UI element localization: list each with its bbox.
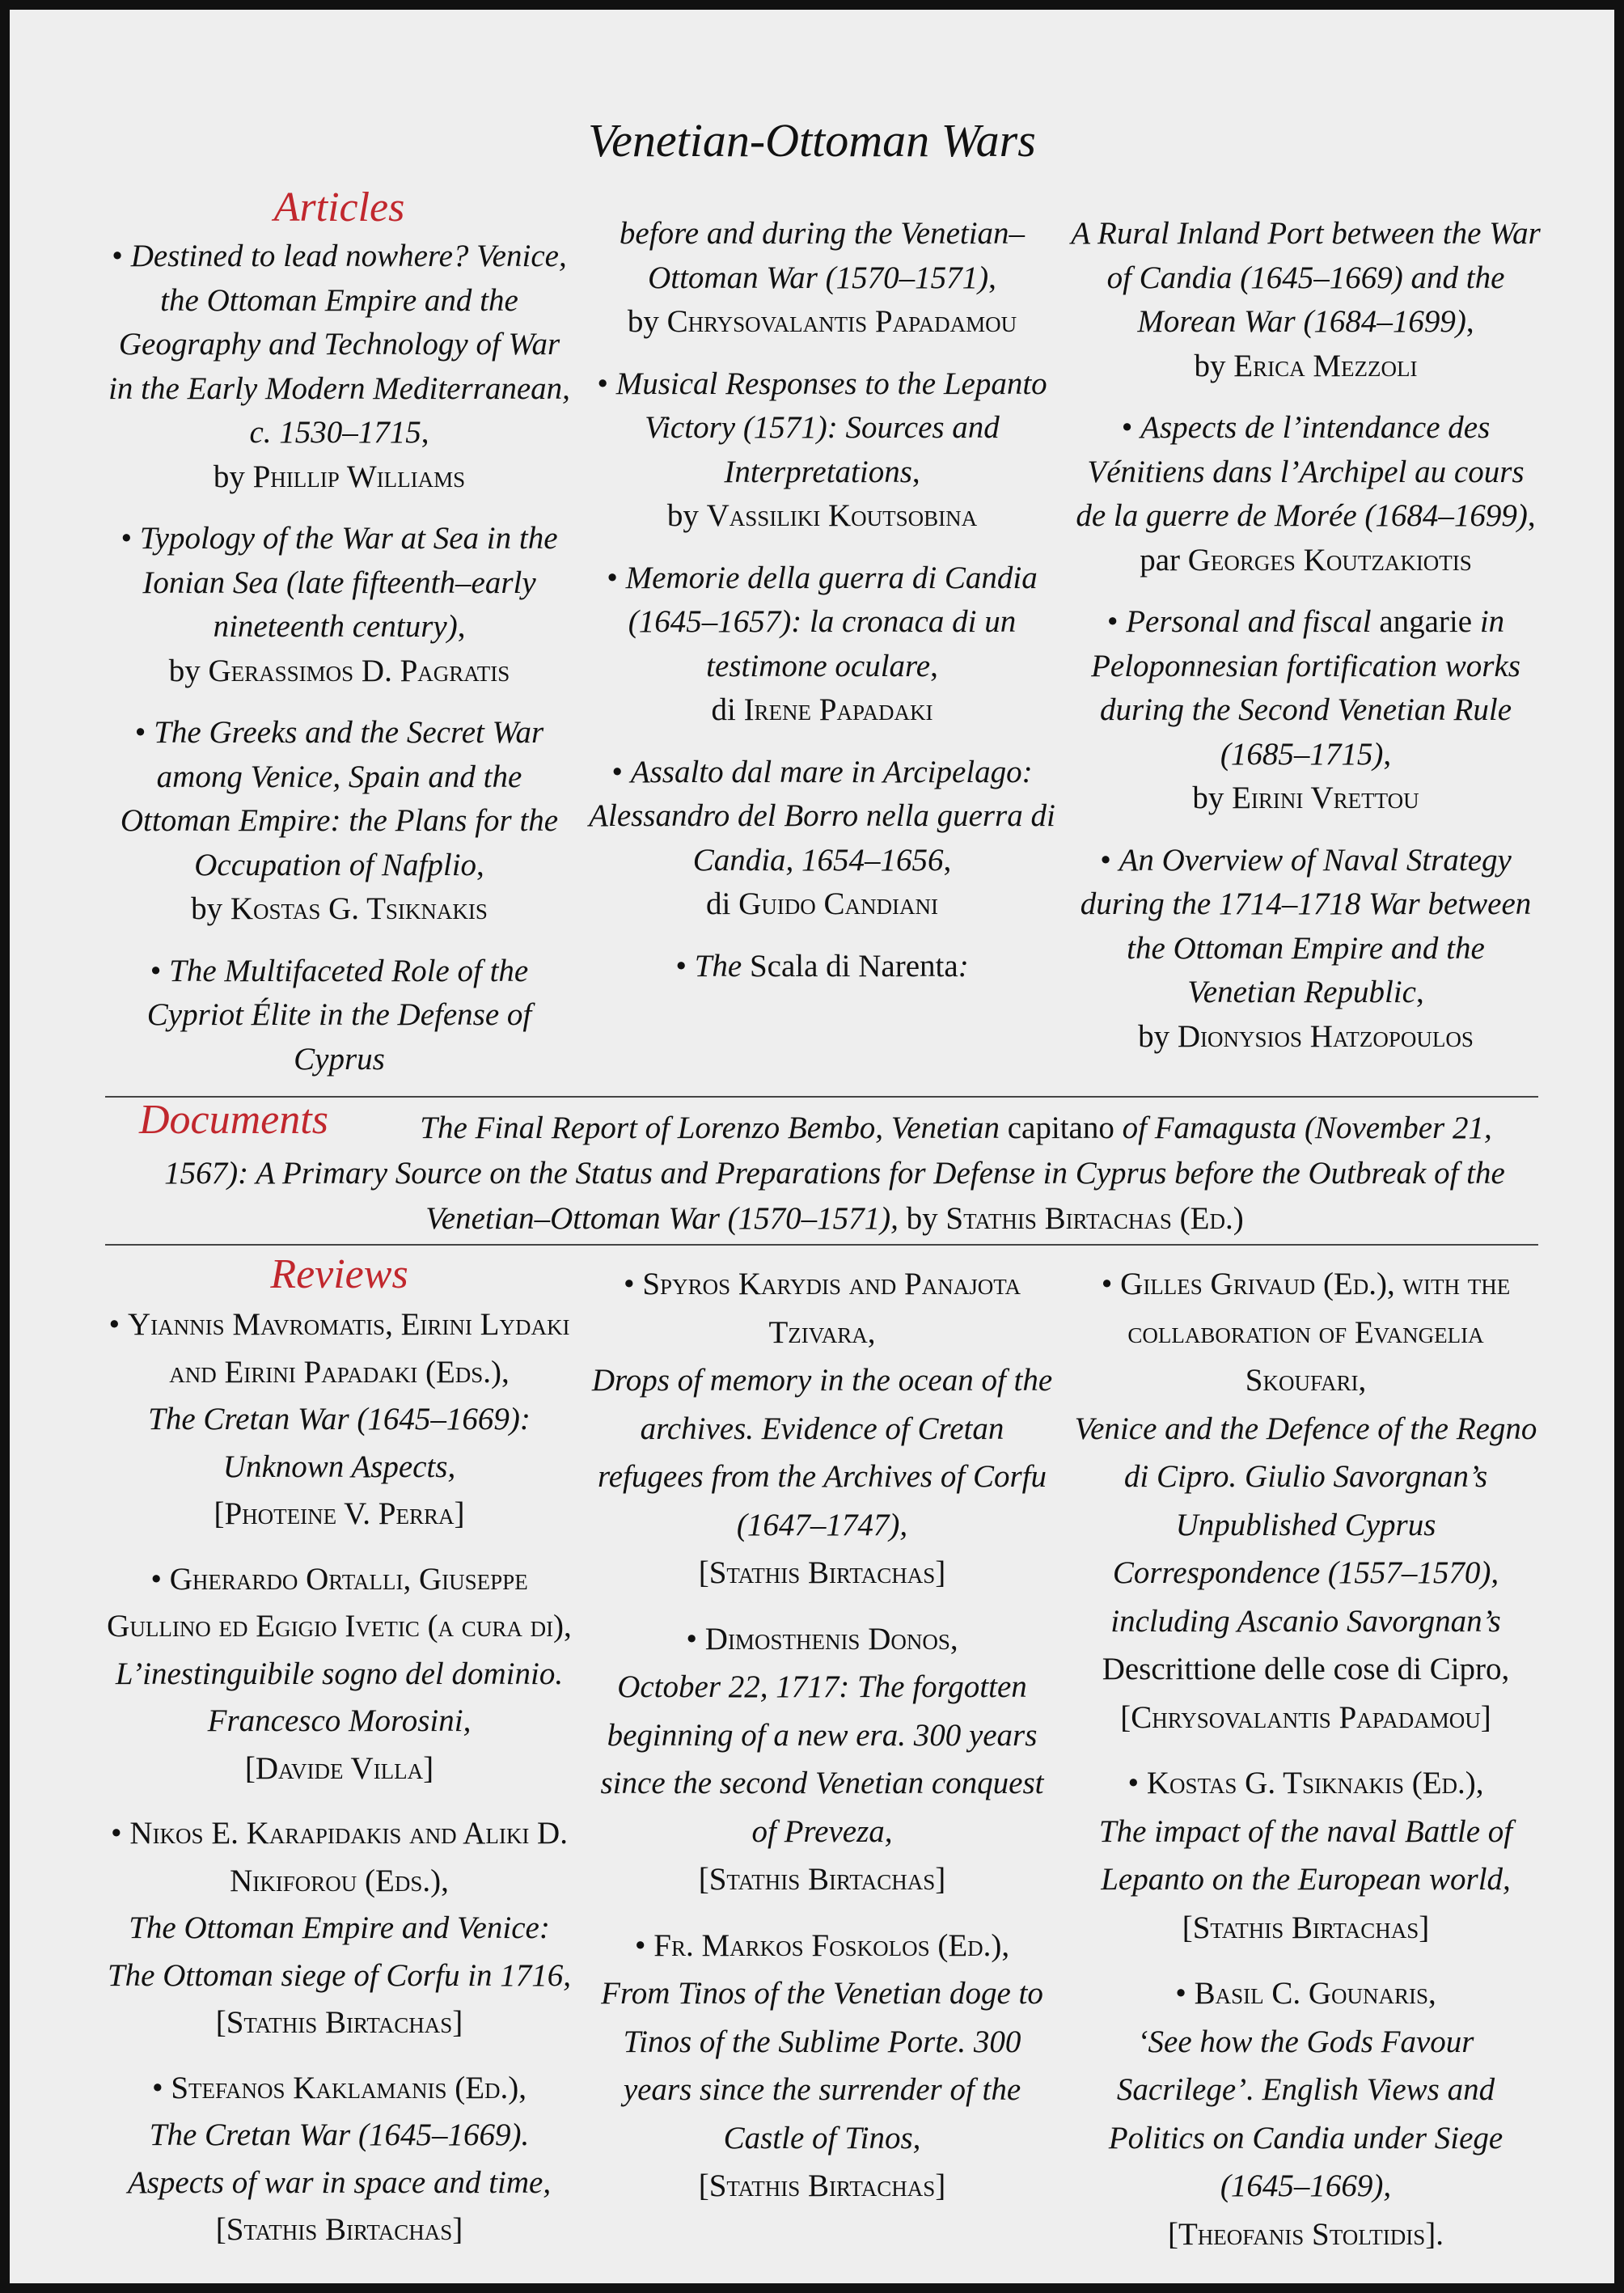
review-title: The Cretan War (1645–1669). Aspects of war in space and time,: [127, 2117, 552, 2200]
review-title: From Tinos of the Venetian doge to Tinos of the Sublime Porte. 300 years since the surrender of the Castle of Tinos,: [601, 1976, 1043, 2156]
review-authors: Stefanos Kaklamanis (Ed.),: [171, 2070, 527, 2105]
reviewer: [Stathis Birtachas]: [698, 1555, 946, 1590]
review-title: Venice and the Defence of the Regno di Cipro. Giulio Savorgnan’s Unpublished Cyprus Correspondence (1557–1570), including Ascanio Savorgnan’s: [1074, 1411, 1537, 1639]
review-title: The Cretan War (1645–1669): Unknown Aspects,: [148, 1402, 531, 1484]
articles-column-3: [1069, 212, 1542, 1077]
review-entry[interactable]: • Yiannis Mavromatis, Eirini Lydaki and Eirini Papadaki (Eds.), The Cretan War (1645–1669): Unknown Aspects, [Photeine V. Perra]: [108, 1307, 570, 1531]
article-entry[interactable]: • Musical Responses to the Lepanto Victory (1571): Sources and Interpretations, by Vassiliki Koutsobina: [597, 366, 1047, 533]
reviews-heading: Reviews: [270, 1251, 408, 1297]
article-author: Erica Mezzoli: [1233, 348, 1418, 383]
document-author: Stathis Birtachas (Ed.): [945, 1201, 1244, 1236]
reviewer: [Stathis Birtachas]: [698, 1862, 946, 1897]
reviews-column-1: [103, 1248, 576, 2272]
article-author: Guido Candiani: [738, 886, 938, 921]
reviewer: [Photeine V. Perra]: [214, 1496, 465, 1531]
section-divider: [105, 1244, 1538, 1246]
review-title: Drops of memory in the ocean of the archives. Evidence of Cretan refugees from the Archives of Corfu (1647–1747),: [591, 1363, 1053, 1542]
article-author: Phillip Williams: [252, 459, 466, 494]
article-entry[interactable]: • The Scala di Narenta:: [675, 948, 969, 984]
review-authors: Nikos E. Karapidakis and Aliki D. Nikiforou (Eds.),: [129, 1816, 568, 1898]
reviewer: [Stathis Birtachas]: [698, 2168, 946, 2203]
review-entry[interactable]: • Gilles Grivaud (Ed.), with the collaboration of Evangelia Skoufari, Venice and the Defence of the Regno di Cipro. Giulio Savorgnan’s Unpublished Cyprus Correspondence (1557–1570), including Ascanio Savorgnan’s Descrittione delle cose di Cipro, [Chrysovalantis Papadamou]: [1074, 1267, 1537, 1735]
article-entry[interactable]: • The Greeks and the Secret War among Venice, Spain and the Ottoman Empire: the Plans for the Occupation of Nafplio, by Kostas G. Tsiknakis: [120, 715, 559, 926]
review-authors: Gilles Grivaud (Ed.), with the collaboration of Evangelia Skoufari,: [1120, 1267, 1511, 1398]
article-author: Vassiliki Koutsobina: [706, 498, 978, 533]
review-entry[interactable]: • Kostas G. Tsiknakis (Ed.), The impact of the naval Battle of Lepanto on the European world, [Stathis Birtachas]: [1098, 1766, 1513, 1945]
article-entry[interactable]: • Personal and fiscal angarie in Peloponnesian fortification works during the Second Venetian Rule (1685–1715), by Eirini Vrettou: [1091, 604, 1520, 815]
article-author: Georges Koutzakiotis: [1187, 542, 1472, 577]
reviews-column-2: [586, 1260, 1059, 2228]
article-title: The Multifaceted Role of the Cypriot Élite in the Defense of Cyprus: [146, 953, 532, 1077]
article-entry[interactable]: • Memorie della guerra di Candia (1645–1657): la cronaca di un testimone oculare, di Irene Papadaki: [607, 560, 1038, 727]
article-title: Musical Responses to the Lepanto Victory (1571): Sources and Interpretations: [615, 366, 1047, 489]
article-author: Eirini Vrettou: [1232, 781, 1419, 815]
review-entry[interactable]: • Spyros Karydis and Panajota Tzivara, Drops of memory in the ocean of the archives. Evidence of Cretan refugees from the Archives of Corfu (1647–1747), [Stathis Birtachas]: [591, 1267, 1053, 1590]
article-entry-continued[interactable]: A Rural Inland Port between the War of Candia (1645–1669) and the Morean War (1684–1699), by Erica Mezzoli: [1071, 216, 1541, 383]
review-entry[interactable]: • Basil C. Gounaris, ‘See how the Gods Favour Sacrilege’. English Views and Politics on Candia under Siege (1645–1669), [Theofanis Stoltidis].: [1108, 1976, 1503, 2252]
article-author: Dionysios Hatzopoulos: [1177, 1018, 1474, 1054]
reviewer: [Stathis Birtachas]: [215, 2212, 463, 2247]
article-entry[interactable]: • Assalto dal mare in Arcipelago: Alessandro del Borro nella guerra di Candia, 1654–1656, di Guido Candiani: [589, 754, 1055, 921]
review-title: ‘See how the Gods Favour Sacrilege’. English Views and Politics on Candia under Siege (1645–1669),: [1108, 2024, 1503, 2203]
review-title: October 22, 1717: The forgotten beginning of a new era. 300 years since the second Venetian conquest of Preveza,: [600, 1669, 1044, 1849]
documents-heading: Documents: [139, 1097, 328, 1143]
reviews-column-3: [1069, 1260, 1542, 2276]
review-entry[interactable]: • Nikos E. Karapidakis and Aliki D. Nikiforou (Eds.), The Ottoman Empire and Venice: The Ottoman siege of Corfu in 1716, [Stathis Birtachas]: [107, 1816, 572, 2040]
article-title: Typology of the War at Sea in the Ionian Sea (late fifteenth–early nineteenth century): [139, 521, 558, 644]
reviewer: [Chrysovalantis Papadamou]: [1120, 1699, 1491, 1735]
article-title-roman: Scala di Narenta: [749, 948, 958, 984]
article-author: Kostas G. Tsiknakis: [230, 891, 488, 926]
article-title: Assalto dal mare in Arcipelago: Alessandro del Borro nella guerra di Candia, 1654–1656: [589, 754, 1055, 878]
reviewer: [Theofanis Stoltidis].: [1167, 2216, 1444, 2252]
articles-column-1: [103, 181, 576, 1099]
reviewer: [Stathis Birtachas]: [1182, 1910, 1430, 1945]
review-authors: Fr. Markos Foskolos (Ed.),: [653, 1927, 1010, 1963]
review-title: L’inestinguibile sogno del dominio. Francesco Morosini,: [115, 1656, 564, 1738]
article-title: Aspects de l’intendance des Vénitiens dans l’Archipel au cours de la guerre de Morée (1684–1699): [1076, 410, 1528, 533]
review-authors: Spyros Karydis and Panajota Tzivara,: [642, 1267, 1021, 1350]
review-authors: Basil C. Gounaris,: [1194, 1976, 1436, 2011]
article-entry[interactable]: • An Overview of Naval Strategy during the 1714–1718 War between the Ottoman Empire and the Venetian Republic, by Dionysios Hatzopoulos: [1080, 842, 1532, 1054]
review-authors: Dimosthenis Donos,: [704, 1621, 958, 1656]
review-title: The impact of the naval Battle of Lepanto on the European world,: [1098, 1813, 1513, 1897]
review-entry[interactable]: • Dimosthenis Donos, October 22, 1717: The forgotten beginning of a new era. 300 years since the second Venetian conquest of Preveza, [Stathis Birtachas]: [600, 1621, 1044, 1897]
article-entry[interactable]: • Typology of the War at Sea in the Ionian Sea (late fifteenth–early nineteenth century), by Gerassimos D. Pagratis: [121, 521, 558, 688]
article-entry[interactable]: • Aspects de l’intendance des Vénitiens dans l’Archipel au cours de la guerre de Morée (1684–1699), par Georges Koutzakiotis: [1076, 410, 1536, 577]
page-title: Venetian-Ottoman Wars: [588, 114, 1036, 167]
review-entry[interactable]: • Gherardo Ortalli, Giuseppe Gullino ed Egigio Ivetic (a cura di), L’inestinguibile sogno del dominio. Francesco Morosini, [Davide Villa]: [107, 1561, 572, 1786]
review-authors: Kostas G. Tsiknakis (Ed.),: [1146, 1766, 1484, 1800]
review-authors: Gherardo Ortalli, Giuseppe Gullino ed Egigio Ivetic (a cura di),: [107, 1561, 572, 1644]
articles-column-2: [586, 212, 1059, 1006]
review-entry[interactable]: • Stefanos Kaklamanis (Ed.), The Cretan War (1645–1669). Aspects of war in space and time, [Stathis Birtachas]: [127, 2070, 552, 2247]
article-title: Memorie della guerra di Candia (1645–1657): la cronaca di un testimone oculare: [625, 560, 1038, 683]
reviewer: [Davide Villa]: [244, 1750, 434, 1786]
reviewer: [Stathis Birtachas]: [215, 2005, 463, 2040]
article-title: The Greeks and the Secret War among Venice, Spain and the Ottoman Empire: the Plans for the Occupation of Nafplio: [120, 715, 559, 882]
article-title: A Rural Inland Port between the War of Candia (1645–1669) and the Morean War (1684–1699): [1071, 216, 1541, 339]
article-author: Irene Papadaki: [743, 692, 933, 727]
article-title: Destined to lead nowhere? Venice, the Ottoman Empire and the Geography and Technology of War in the Early Modern Mediterranean, c. 1530–1715: [108, 239, 570, 450]
review-entry[interactable]: • Fr. Markos Foskolos (Ed.), From Tinos of the Venetian doge to Tinos of the Sublime Porte. 300 years since the surrender of the Castle of Tinos, [Stathis Birtachas]: [601, 1927, 1043, 2203]
article-entry[interactable]: • The Multifaceted Role of the Cypriot Élite in the Defense of Cyprus: [146, 953, 532, 1077]
article-title: before and during the Venetian–Ottoman War (1570–1571): [619, 216, 1026, 295]
article-author: Gerassimos D. Pagratis: [208, 653, 510, 688]
review-authors: Yiannis Mavromatis, Eirini Lydaki and Eirini Papadaki (Eds.),: [127, 1307, 570, 1390]
article-title: An Overview of Naval Strategy during the 1714–1718 War between the Ottoman Empire and the Venetian Republic: [1080, 842, 1532, 1009]
article-author: Chrysovalantis Papadamou: [666, 304, 1017, 339]
review-title: The Ottoman Empire and Venice: The Ottoman siege of Corfu in 1716,: [107, 1910, 572, 1993]
article-entry[interactable]: • Destined to lead nowhere? Venice, the Ottoman Empire and the Geography and Technology of War in the Early Modern Mediterranean, c. 1530–1715, by Phillip Williams: [108, 239, 570, 494]
document-entry[interactable]: The Final Report of Lorenzo Bembo, Venetian capitano of Famagusta (November 21, 1567): A Primary Source on the Status and Preparations for Defense in Cyprus before the Outbreak of the Venetian–Ottoman War (1570–1571), by Stathis Birtachas (Ed.): [164, 1111, 1505, 1236]
article-entry-continued[interactable]: before and during the Venetian–Ottoman War (1570–1571), by Chrysovalantis Papadamou: [619, 216, 1026, 339]
articles-heading: Articles: [273, 184, 405, 231]
